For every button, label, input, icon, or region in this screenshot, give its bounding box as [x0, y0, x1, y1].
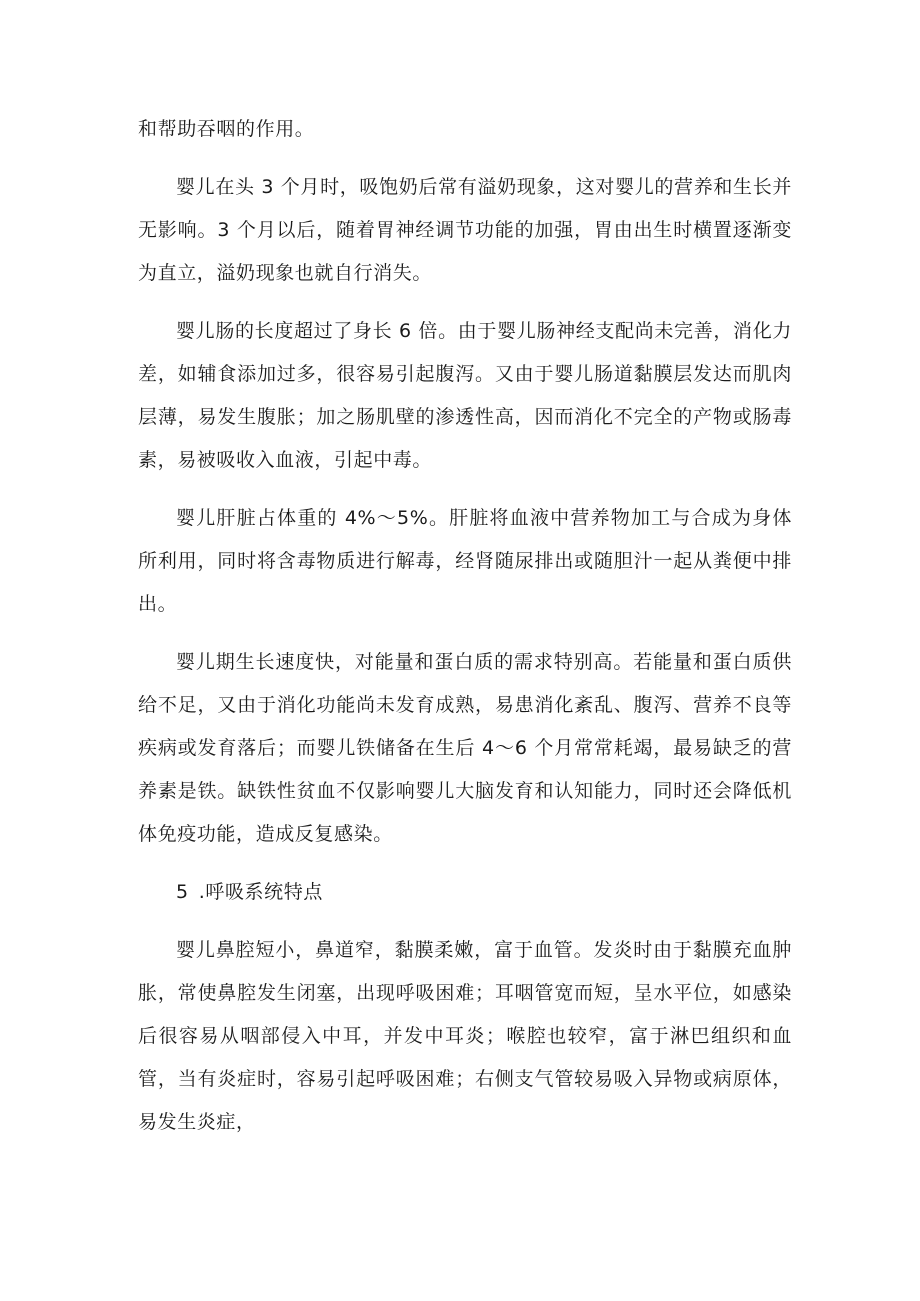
section-heading	[138, 871, 792, 914]
paragraph-infant-spit-up: 婴儿在头 3 个月时，吸饱奶后常有溢奶现象，这对婴儿的营养和生长并无影响。3 个月以后，随着胃神经调节功能的加强，胃由出生时横置逐渐变为直立，溢奶现象也就自行消失。	[138, 176, 792, 284]
document-body	[138, 108, 792, 1159]
paragraph-continuation: 和帮助吞咽的作用。	[138, 118, 315, 140]
paragraph-infant-intestine: 婴儿肠的长度超过了身长 6 倍。由于婴儿肠神经支配尚未完善，消化力差，如辅食添加过多，很容易引起腹泻。又由于婴儿肠道黏膜层发达而肌肉层薄，易发生腹胀；加之肠肌壁的渗透性高，因而消化不完全的产物或肠毒素，易被吸收入血液，引起中毒。	[138, 320, 792, 471]
section-title: .呼吸系统特点	[198, 881, 323, 903]
section-number: 5	[176, 881, 189, 903]
paragraph-infant-growth-nutrition: 婴儿期生长速度快，对能量和蛋白质的需求特别高。若能量和蛋白质供给不足，又由于消化功能尚未发育成熟，易患消化紊乱、腹泻、营养不良等疾病或发育落后；而婴儿铁储备在生后 4～6 个月常常耗竭，最易缺乏的营养素是铁。缺铁性贫血不仅影响婴儿大脑发育和认知能力，同时还会降低机体免疫功能，造成反复感染。	[138, 651, 792, 845]
paragraph-infant-liver: 婴儿肝脏占体重的 4%～5%。肝脏将血液中营养物加工与合成为身体所利用，同时将含毒物质进行解毒，经肾随尿排出或随胆汁一起从粪便中排出。	[138, 507, 792, 615]
paragraph-respiratory-system: 婴儿鼻腔短小，鼻道窄，黏膜柔嫩，富于血管。发炎时由于黏膜充血肿胀，常使鼻腔发生闭塞，出现呼吸困难；耳咽管宽而短，呈水平位，如感染后很容易从咽部侵入中耳，并发中耳炎；喉腔也较窄，富于淋巴组织和血管，当有炎症时，容易引起呼吸困难；右侧支气管较易吸入异物或病原体，易发生炎症，	[138, 939, 792, 1133]
